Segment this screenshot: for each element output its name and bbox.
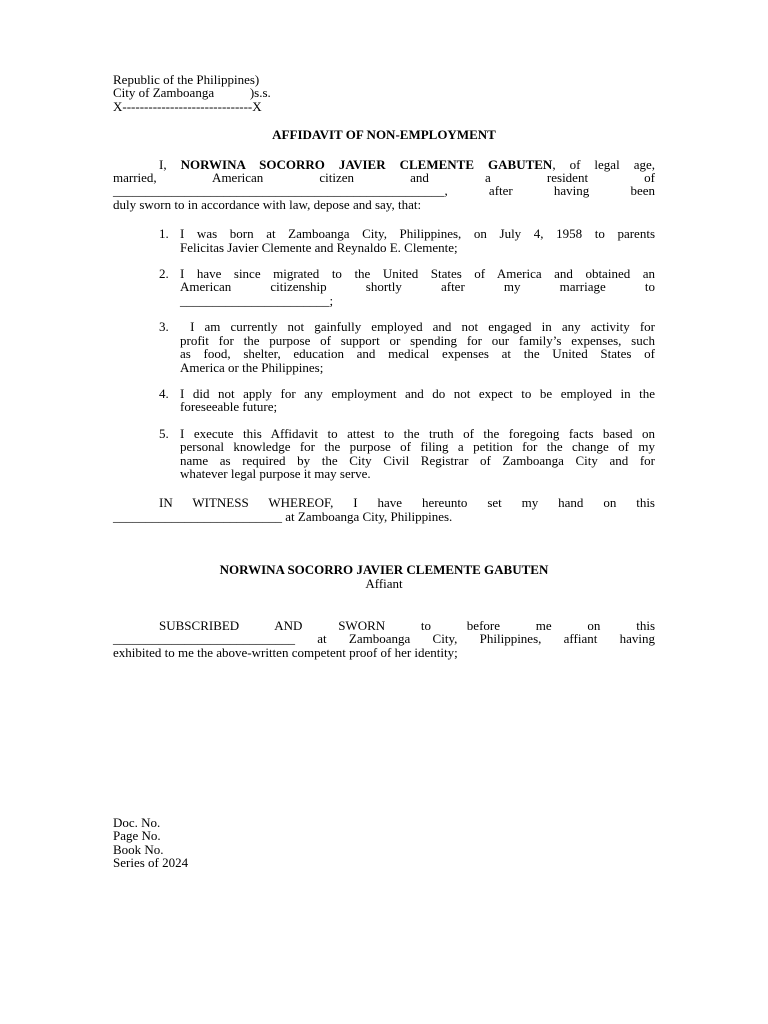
signature-role: Affiant xyxy=(365,575,403,591)
affiant-name: NORWINA SOCORRO JAVIER CLEMENTE GABUTEN xyxy=(180,156,553,172)
item-line: I am currently not gainfully employed and not engaged in any activity for xyxy=(180,319,655,335)
page-no: Page No. xyxy=(113,828,161,844)
item-line: foreseeable future; xyxy=(180,399,278,415)
venue-country: Republic of the Philippines) xyxy=(113,72,260,87)
list-item xyxy=(113,387,655,414)
venue-block xyxy=(113,73,655,113)
item-line: as food, shelter, education and medical expenses at the United States of xyxy=(180,346,655,362)
list-item xyxy=(113,267,655,307)
signature-name: NORWINA SOCORRO JAVIER CLEMENTE GABUTEN xyxy=(219,562,549,578)
witness-line-2: __________________________ at Zamboanga City, Philippines. xyxy=(113,508,453,524)
statement-list xyxy=(113,227,655,480)
witness-line-1: IN WITNESS WHEREOF, I have hereunto set my hand on this xyxy=(159,495,655,511)
intro-line-3: ___________________________________________________, after having been xyxy=(113,183,655,199)
item-number: 4. xyxy=(159,385,169,401)
item-line: I did not apply for any employment and do not expect to be employed in the xyxy=(180,385,655,401)
item-number: 1. xyxy=(159,226,169,242)
venue-city: City of Zamboanga )s.s. xyxy=(113,85,271,101)
intro-line-4: duly sworn to in accordance with law, depose and say, that: xyxy=(113,196,422,212)
item-text xyxy=(180,427,655,481)
item-text xyxy=(180,387,655,414)
item-line: personal knowledge for the purpose of filing a petition for the change of my xyxy=(180,439,655,455)
list-item xyxy=(113,320,655,374)
intro-line-1 xyxy=(113,158,655,171)
document-body xyxy=(113,73,655,659)
item-line: I have since migrated to the United States of America and obtained an xyxy=(180,266,655,282)
document-title: AFFIDAVIT OF NON-EMPLOYMENT xyxy=(272,127,496,143)
venue-separator: X------------------------------X xyxy=(113,98,262,114)
item-text xyxy=(180,227,655,254)
notarial-register xyxy=(113,816,188,870)
item-line: I was born at Zamboanga City, Philippines, on July 4, 1958 to parents xyxy=(180,226,655,242)
intro-prefix: I, xyxy=(159,156,181,172)
intro-line-1-rest: , of legal age, xyxy=(552,156,655,172)
witness-paragraph xyxy=(113,496,655,523)
item-line: profit for the purpose of support or spending for our family’s expenses, such xyxy=(180,332,655,348)
signature-block xyxy=(113,563,655,590)
item-number: 2. xyxy=(159,266,169,282)
book-no: Book No. xyxy=(113,841,164,857)
jurat-line-3: exhibited to me the above-written competent proof of her identity; xyxy=(113,644,458,660)
intro-line-2: married, American citizen and a resident of xyxy=(113,170,655,186)
jurat-line-1: SUBSCRIBED AND SWORN to before me on this xyxy=(159,617,655,633)
list-item xyxy=(113,427,655,481)
item-line: Felicitas Javier Clemente and Reynaldo E. Clemente; xyxy=(180,239,458,255)
series: Series of 2024 xyxy=(113,855,189,871)
list-item xyxy=(113,227,655,254)
item-line: name as required by the City Civil Registrar of Zamboanga City and for xyxy=(180,452,655,468)
jurat-paragraph xyxy=(113,619,655,659)
item-text xyxy=(180,320,655,374)
doc-no: Doc. No. xyxy=(113,815,161,830)
item-line: American citizenship shortly after my marriage to xyxy=(180,279,655,295)
jurat-line-2: ____________________________ at Zamboanga City, Philippines, affiant having xyxy=(113,631,655,647)
item-line: I execute this Affidavit to attest to the truth of the foregoing facts based on xyxy=(180,425,655,441)
intro-paragraph xyxy=(113,158,655,212)
item-text xyxy=(180,267,655,307)
item-line: America or the Philippines; xyxy=(180,359,324,375)
item-line: whatever legal purpose it may serve. xyxy=(180,465,371,481)
item-number: 5. xyxy=(159,425,169,441)
item-line: _______________________; xyxy=(180,292,334,308)
item-number: 3. xyxy=(159,319,169,335)
